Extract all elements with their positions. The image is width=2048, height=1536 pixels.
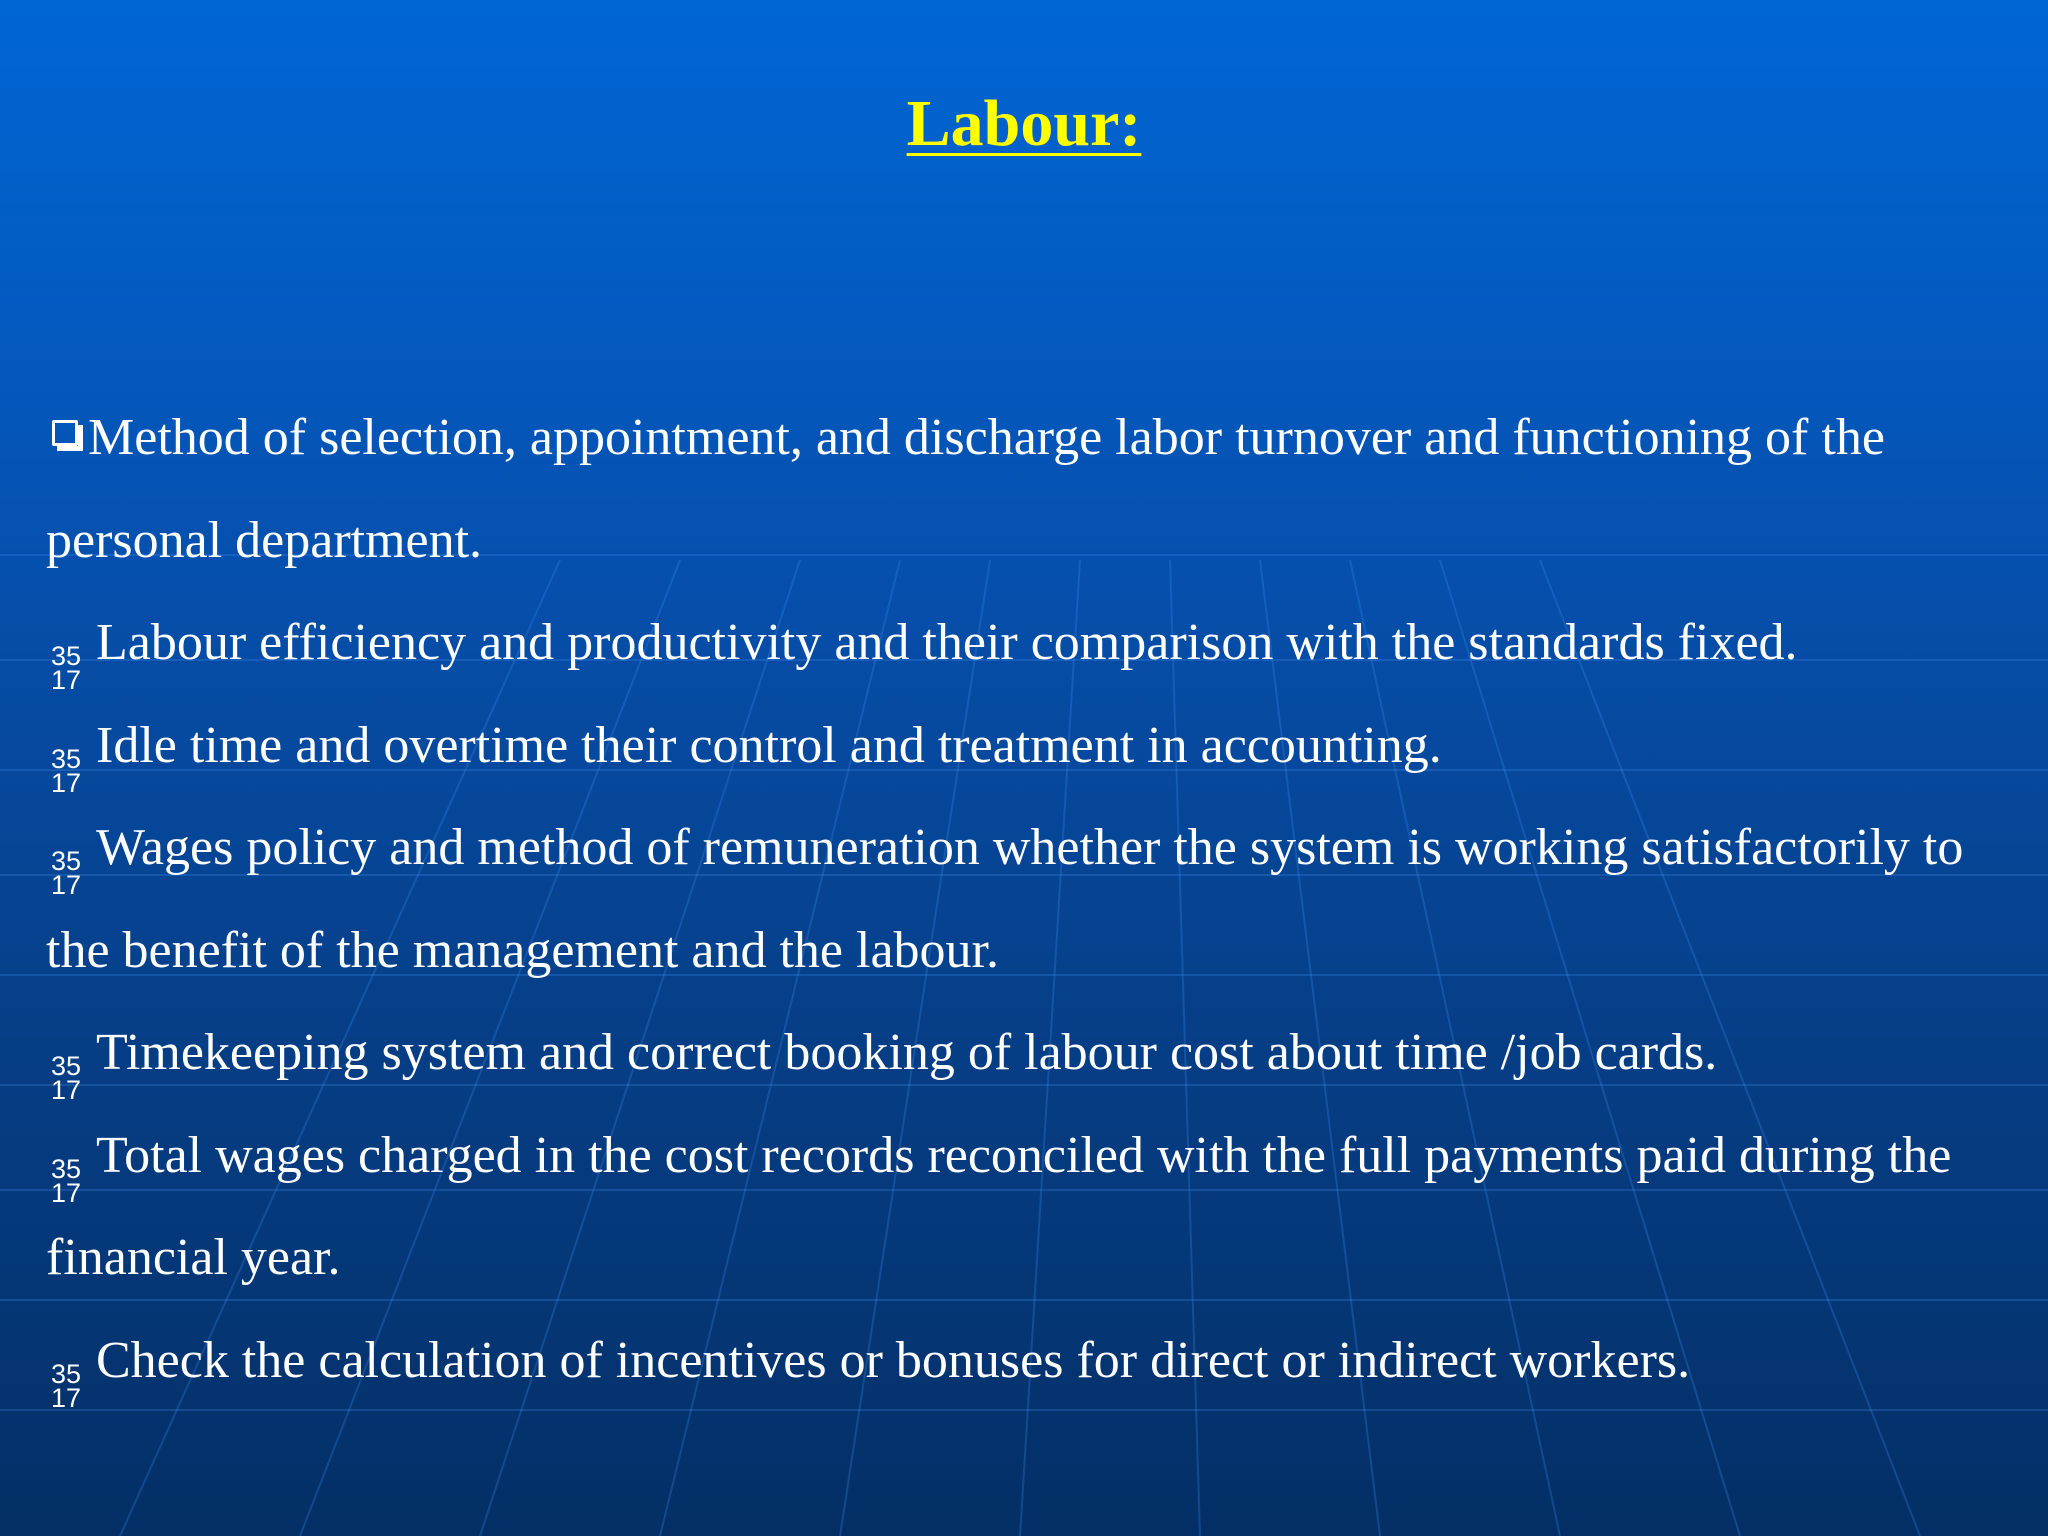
list-item [46,1002,2031,1105]
list-item-text: Timekeeping system and correct booking of labour cost about time /job cards. [96,1024,1718,1081]
list-item [46,592,2031,695]
bullet-list [46,387,2031,1412]
list-item [46,387,2031,592]
list-item-text: Labour efficiency and productivity and their comparison with the standards fixed. [96,614,1798,671]
bullet-icon: 35 17 [50,1153,82,1208]
list-item-text: Check the calculation of incentives or bonuses for direct or indirect workers. [96,1331,1691,1389]
list-item-text: Total wages charged in the cost records reconciled with the full payments paid during the financial year. [46,1126,1952,1286]
slide-title: Labour: [906,87,1142,160]
list-item-text: Wages policy and method of remuneration whether the system is working satisfactorily to the benefit of the management and the labour. [46,819,1964,979]
bullet-icon: 35 17 [50,1051,82,1105]
list-item-text: Method of selection, appointment, and discharge labor turnover and functioning of the personal department. [46,409,1885,569]
bullet-icon: 35 17 [50,743,82,798]
list-item [46,695,2031,798]
list-item-text: Idle time and overtime their control and treatment in accounting. [96,716,1442,774]
list-item [46,797,2031,1002]
list-item [46,1105,2031,1310]
bullet-icon: 35 17 [50,846,82,900]
bullet-icon: 35 17 [50,1358,82,1413]
checkbox-icon [46,416,86,456]
bullet-icon: 35 17 [50,641,82,695]
list-item [46,1310,2031,1413]
